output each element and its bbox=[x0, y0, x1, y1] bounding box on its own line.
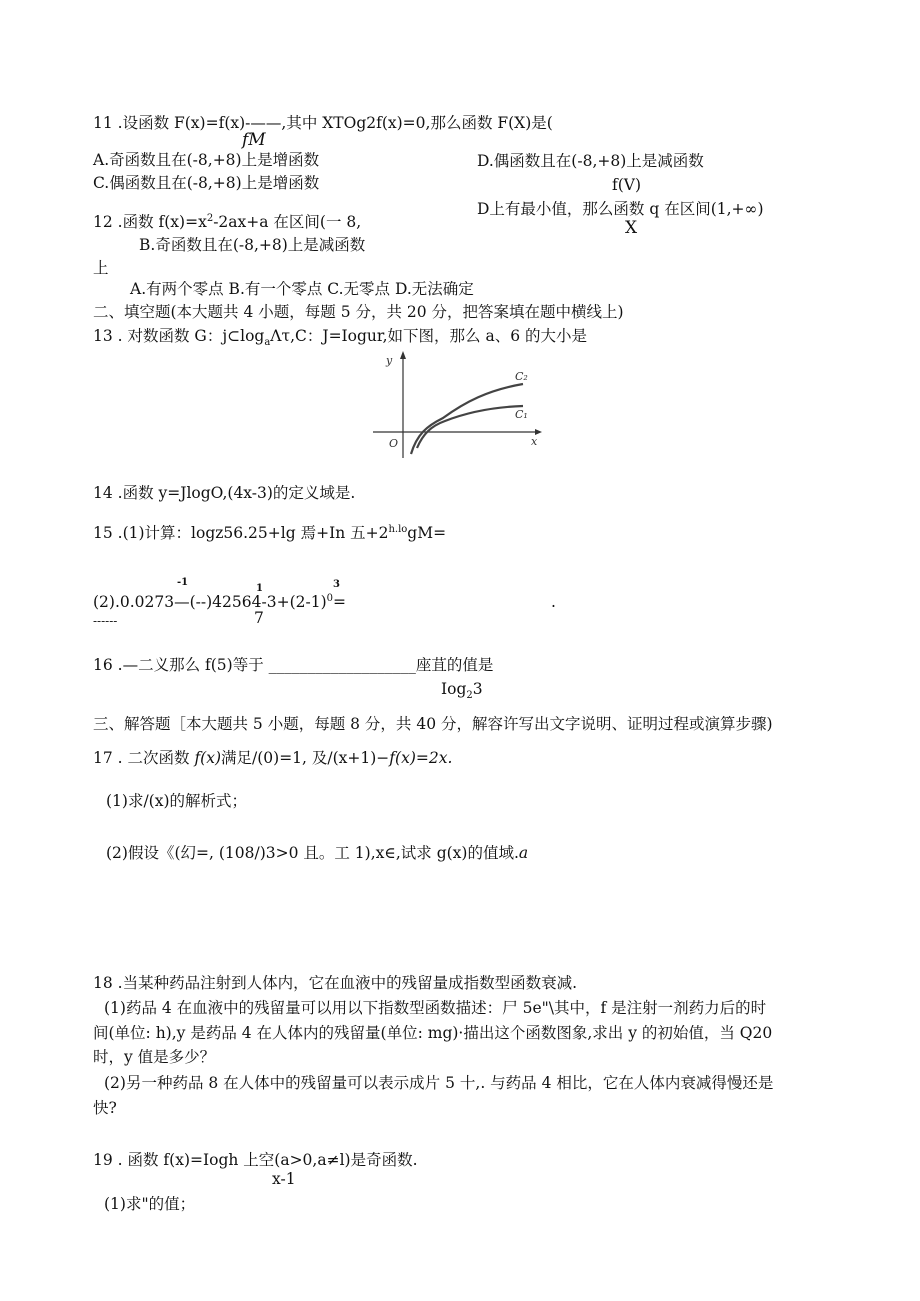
q15-p2-dash: ------ bbox=[93, 614, 118, 628]
q12-option-b: B.奇函数且在(-8,+8)上是减函数 bbox=[139, 236, 366, 254]
section-2-heading: 二、填空题(本大题共 4 小题，每题 5 分，共 20 分，把答案填在题中横线上) bbox=[93, 303, 624, 321]
q15-p2-exp3: 3 bbox=[333, 579, 340, 590]
q11-option-c: C.偶函数且在(-8,+8)上是增函数 bbox=[93, 174, 320, 192]
q11-option-a: A.奇函数且在(-8,+8)上是增函数 bbox=[93, 151, 320, 169]
q12-stem: 12 .函数 $f(x)=x^2-2ax+a$ 在区间(一 8, bbox=[93, 212, 362, 231]
q16-log: Iog$_2$3 bbox=[441, 680, 483, 702]
c1-label: C₁ bbox=[515, 408, 528, 421]
c2-label: C₂ bbox=[515, 370, 528, 383]
section-3-heading: 三、解答题［本大题共 5 小题，每题 8 分，共 40 分，解容许写出文字说明、证明过程或演算步骤) bbox=[93, 715, 773, 733]
q17-part1: (1)求/(x)的解析式； bbox=[106, 792, 248, 810]
q19-stem: 19 . 函数 f(x)=Iogh 上空(a>0,a≠l)是奇函数. bbox=[93, 1151, 418, 1169]
q11-fraction-denominator: fM bbox=[242, 130, 266, 150]
q17-stem: 17 . 二次函数 f(x)满足/(0)=1, 及/(x+1)−f(x)=2x. bbox=[93, 749, 453, 767]
log-function-graph bbox=[373, 350, 545, 458]
q15-p2-exp2: 1 bbox=[256, 583, 263, 594]
q18-part2-line2: 快? bbox=[93, 1099, 117, 1117]
q15-part2: $(2).0.0273—(--)42564-3+(2-1)^0=$ bbox=[93, 592, 347, 611]
curve-c1 bbox=[417, 406, 523, 448]
q19-denominator: x-1 bbox=[272, 1170, 296, 1188]
q11-x: X bbox=[625, 218, 638, 238]
q11-stem: 11 .设函数 F(x)=f(x)-——,其中 XTOg2f(x)=0,那么函数 F(X)是( bbox=[93, 114, 553, 132]
q13-stem: 13 . 对数函数 G：$j\subset\log_a\Lambda\tau,C$：J=Iogur,如下图，那么 a、6 的大小是 bbox=[93, 327, 588, 349]
q11-option-d: D.偶函数且在(-8,+8)上是减函数 bbox=[477, 152, 704, 170]
q11-fv: f(V) bbox=[612, 176, 642, 194]
origin-label: O bbox=[389, 437, 399, 450]
q18-part1-line3: 时，y 值是多少？ bbox=[93, 1048, 216, 1066]
q18-part1-line1: (1)药品 4 在血液中的残留量可以用以下指数型函数描述：尸 5e"\其中，f 是注射一剂药力后的时 bbox=[104, 999, 767, 1017]
q16-stem: 16 .—二义那么 f(5)等于 ___________________座苴的值是 bbox=[93, 656, 494, 674]
y-axis-label: y bbox=[386, 354, 393, 367]
q17-part2: (2)假设《(幻=, (108/)3>0 且。工 1),x∈,试求 g(x)的值域.a bbox=[106, 844, 529, 862]
q18-part2-line1: (2)另一种药品 8 在人体中的残留量可以表示成片 5 十,. 与药品 4 相比，它在人体内衰减得慢还是 bbox=[104, 1074, 774, 1092]
q18-stem: 18 .当某种药品注射到人体内，它在血液中的残留量成指数型函数衰减. bbox=[93, 974, 578, 992]
q15-p2-seven: 7 bbox=[254, 609, 264, 627]
q14-stem: 14 .函数 y=JlogO,(4x-3)的定义域是. bbox=[93, 484, 356, 502]
curve-c2 bbox=[411, 384, 523, 454]
x-axis-label: x bbox=[531, 435, 538, 448]
q15-p2-dot: . bbox=[551, 593, 556, 611]
q15-p2-exp1: -1 bbox=[177, 577, 189, 588]
q18-part1-line2: 间(单位: h),y 是药品 4 在人体内的残留量(单位: mg)·描出这个函数图象,求出 y 的初始值，当 Q20 bbox=[93, 1024, 773, 1042]
y-axis-arrow bbox=[400, 351, 406, 359]
q15-part1: 15 .(1)计算：logz56.25+lg 焉+In 五$+2^{h.lo}gM=$ bbox=[93, 523, 447, 542]
q12-shang: 上 bbox=[93, 259, 109, 277]
q19-part1: (1)求"的值； bbox=[104, 1195, 196, 1213]
q11-d-continuation: D上有最小值，那么函数 q 在区间(1,+∞) bbox=[477, 200, 764, 218]
q12-options: A.有两个零点 B.有一个零点 C.无零点 D.无法确定 bbox=[130, 280, 474, 298]
